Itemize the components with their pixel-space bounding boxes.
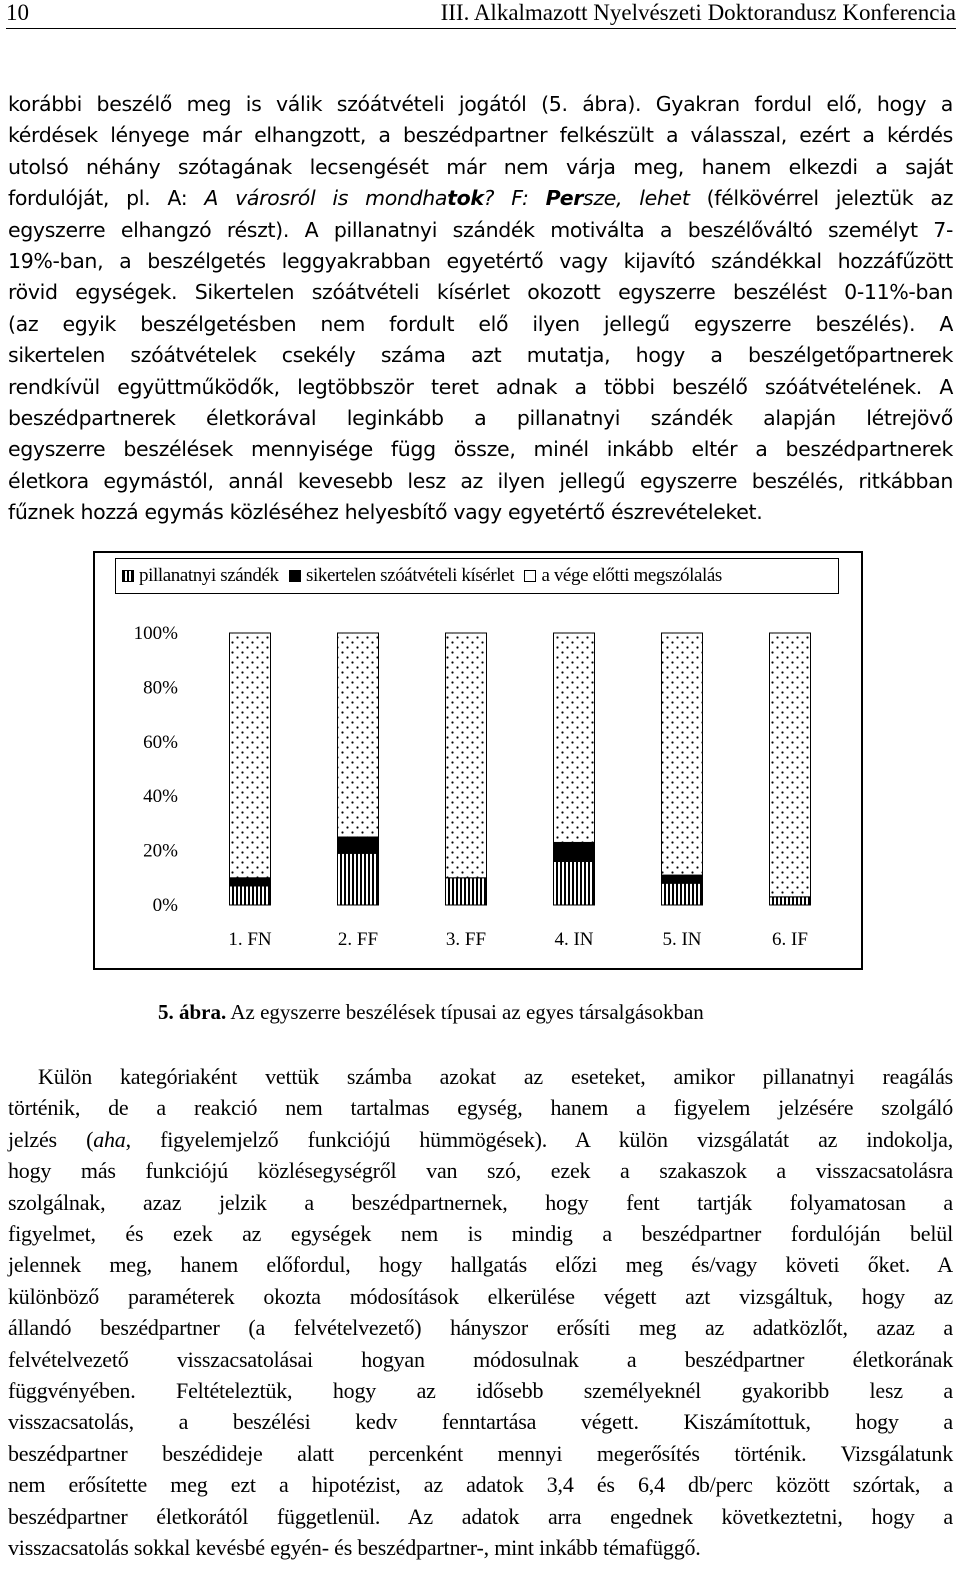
text-line: visszacsatolás, a beszélési kedv fenntartása végett. Kiszámítottuk, hogy a xyxy=(8,1409,953,1435)
text-line: történik, de a reakció nem tartalmas egység, hanem a figyelem jelzésére szolgáló xyxy=(8,1095,953,1121)
conference-title: III. Alkalmazott Nyelvészeti Doktorandusz Konferencia xyxy=(440,0,956,25)
bar-segment-stripes xyxy=(446,878,487,905)
bar-segment-solid xyxy=(338,837,379,853)
text-emphasis: aha xyxy=(93,1126,126,1152)
legend-label: sikertelen szóátvételi kísérlet xyxy=(305,565,515,586)
text-line: kérdések lényege már elhangzott, a beszédpartner felkészült a válasszal, ezért a kérdés xyxy=(8,123,953,148)
text-line: állandó beszédpartner (a felvételvezető) hányszor erősíti meg az adatközlőt, azaz a xyxy=(8,1315,953,1341)
text-line: beszédpartner beszédideje alatt percenként mennyi megerősítés történik. Vizsgálatunk xyxy=(8,1440,953,1466)
bar-segment-dots xyxy=(230,633,271,878)
x-tick-label: 6. IF xyxy=(772,929,808,950)
page-number: 10 xyxy=(6,0,29,25)
text-line: korábbi beszélő meg is válik szóátvételi jogától (5. ábra). Gyakran fordul elő, hogy a xyxy=(8,92,953,116)
legend-item-pillanatnyi xyxy=(122,559,279,593)
y-tick-label: 0% xyxy=(152,895,178,916)
y-tick-label: 40% xyxy=(143,786,178,808)
text-line: fűznek hozzá egymás közléséhez helyesbítő vagy egyetértő észrevételeket. xyxy=(8,500,763,525)
text-line: rövid egységek. Sikertelen szóátvételi kísérlet okozott egyszerre beszélést 0-11%-ban xyxy=(8,280,953,305)
text-line: szolgálnak, azaz jelzik a beszédpartnernek, hogy fent tartják folyamatosan a xyxy=(8,1189,953,1215)
legend-item-sikertelen xyxy=(289,559,514,593)
y-tick-label: 60% xyxy=(143,731,178,753)
text-line: felvételvezető visszacsatolásai hogyan módosulnak a beszédpartner életkorának xyxy=(8,1346,953,1372)
example-overlap-a: tok xyxy=(447,186,484,211)
legend-swatch-solid xyxy=(289,570,301,582)
x-tick-label: 1. FN xyxy=(228,929,272,950)
text-line: utolsó néhány szótagának lecsengését már nem várja meg, hanem elkezdi a saját xyxy=(8,154,953,179)
stacked-bar-chart xyxy=(100,600,860,960)
chart-legend xyxy=(115,558,839,594)
text-line: Külön kategóriaként vettük számba azokat az eseteket, amikor pillanatnyi reagálás xyxy=(38,1064,953,1089)
text-line: nem erősítette meg ezt a hipotézist, az adatok 3,4 és 6,4 db/perc között szórtak, a xyxy=(8,1472,953,1498)
bar-segment-dots xyxy=(770,633,811,897)
example-c: sze, lehet xyxy=(583,186,690,211)
bar-segment-stripes xyxy=(770,897,811,905)
figure-label: 5. ábra. xyxy=(158,1000,227,1024)
figure-caption xyxy=(158,1000,704,1025)
text-line: különböző paraméterek okozta módosítások elkerülése végett azt vizsgáltuk, hogy az xyxy=(8,1283,953,1309)
text-line: egyszerre elhangzó részt). A pillanatnyi szándék motiválta a beszélőváltó személyt 7- xyxy=(8,217,953,242)
text-line: függvényében. Feltételeztük, hogy az idősebb személyeknél gyakoribb lesz a xyxy=(8,1378,953,1404)
text-line: egyszerre beszélések mennyisége függ össze, minél inkább eltér a beszédpartnerek xyxy=(8,437,953,462)
legend-swatch-stripes xyxy=(122,570,134,582)
text-line: beszédpartner életkorától függetlenül. Az adatok arra engednek következtetni, hogy a xyxy=(8,1503,953,1529)
bar-segment-dots xyxy=(662,633,703,875)
bar-segment-dots xyxy=(554,633,595,842)
example-b: ? F: xyxy=(483,186,546,211)
x-tick-label: 3. FF xyxy=(445,929,487,950)
text-span: fordulóját, pl. A: xyxy=(8,186,205,211)
x-tick-label: 5. IN xyxy=(662,929,702,950)
bar-segment-solid xyxy=(554,842,595,861)
legend-label: a vége előtti megszólalás xyxy=(541,565,722,586)
text-line: beszédpartnerek életkorával leginkább a pillanatnyi szándék alapján létrejövő xyxy=(8,406,953,431)
running-header xyxy=(6,0,956,29)
x-tick-label: 4. IN xyxy=(554,929,594,950)
bar-segment-solid xyxy=(662,875,703,883)
legend-item-vege-elotti xyxy=(524,559,721,593)
bar-segment-stripes xyxy=(230,886,271,905)
y-tick-label: 100% xyxy=(133,623,178,644)
bar-segment-stripes xyxy=(662,883,703,905)
text-line: figyelmet, és ezek az egységek nem is mindig a beszédpartner fordulóján belül xyxy=(8,1221,953,1247)
legend-swatch-dots xyxy=(524,570,536,582)
example-overlap-b: Per xyxy=(545,186,584,211)
bar-segment-solid xyxy=(230,878,271,886)
text-span: , figyelemjelző funkciójú hümmögések). A külön vizsgálatát az indokolja, xyxy=(125,1126,953,1152)
text-line-example xyxy=(8,183,953,214)
text-line: (az egyik beszélgetésben nem fordult elő ilyen jellegű egyszerre beszélés). A xyxy=(8,311,953,336)
x-tick-label: 2. FF xyxy=(337,929,379,950)
text-line: életkora egymástól, annál kevesebb lesz az ilyen jellegű egyszerre beszélés, ritkábban xyxy=(8,468,953,493)
text-line: visszacsatolás sokkal kevésbé egyén- és beszédpartner-, mint inkább témafüggő. xyxy=(8,1535,701,1561)
bar-segment-stripes xyxy=(338,853,379,905)
bar-segment-dots xyxy=(446,633,487,878)
text-line xyxy=(8,1124,953,1155)
y-tick-label: 20% xyxy=(143,840,178,862)
example-a: A városról is mondha xyxy=(204,186,448,211)
bar-segment-dots xyxy=(338,633,379,837)
text-span: (félkövérrel jeleztük az xyxy=(689,186,953,211)
paragraph-1 xyxy=(8,89,953,529)
bar-segment-stripes xyxy=(554,861,595,905)
text-line: sikertelen szóátvételek csekély száma azt mutatja, hogy a beszélgetőpartnerek xyxy=(8,343,953,368)
text-span: jelzés ( xyxy=(8,1126,94,1152)
text-line: jelennek meg, hanem előfordul, hogy hallgatás előzi meg és/vagy követi őket. A xyxy=(8,1252,953,1278)
y-tick-label: 80% xyxy=(143,677,178,699)
text-line: rendkívül együttműködők, legtöbbször teret adnak a többi beszélő szóátvételének. A xyxy=(8,374,953,399)
text-line: hogy más funkciójú közlésegységről van szó, ezek a szakaszok a visszacsatolásra xyxy=(8,1158,953,1184)
legend-label: pillanatnyi szándék xyxy=(139,565,279,586)
paragraph-2 xyxy=(8,1061,953,1564)
text-line: 19%-ban, a beszélgetés leggyakrabban egyetértő vagy kijavító szándékkal hozzáfűzött xyxy=(8,249,953,274)
figure-caption-text: Az egyszerre beszélések típusai az egyes társalgásokban xyxy=(226,1000,704,1024)
